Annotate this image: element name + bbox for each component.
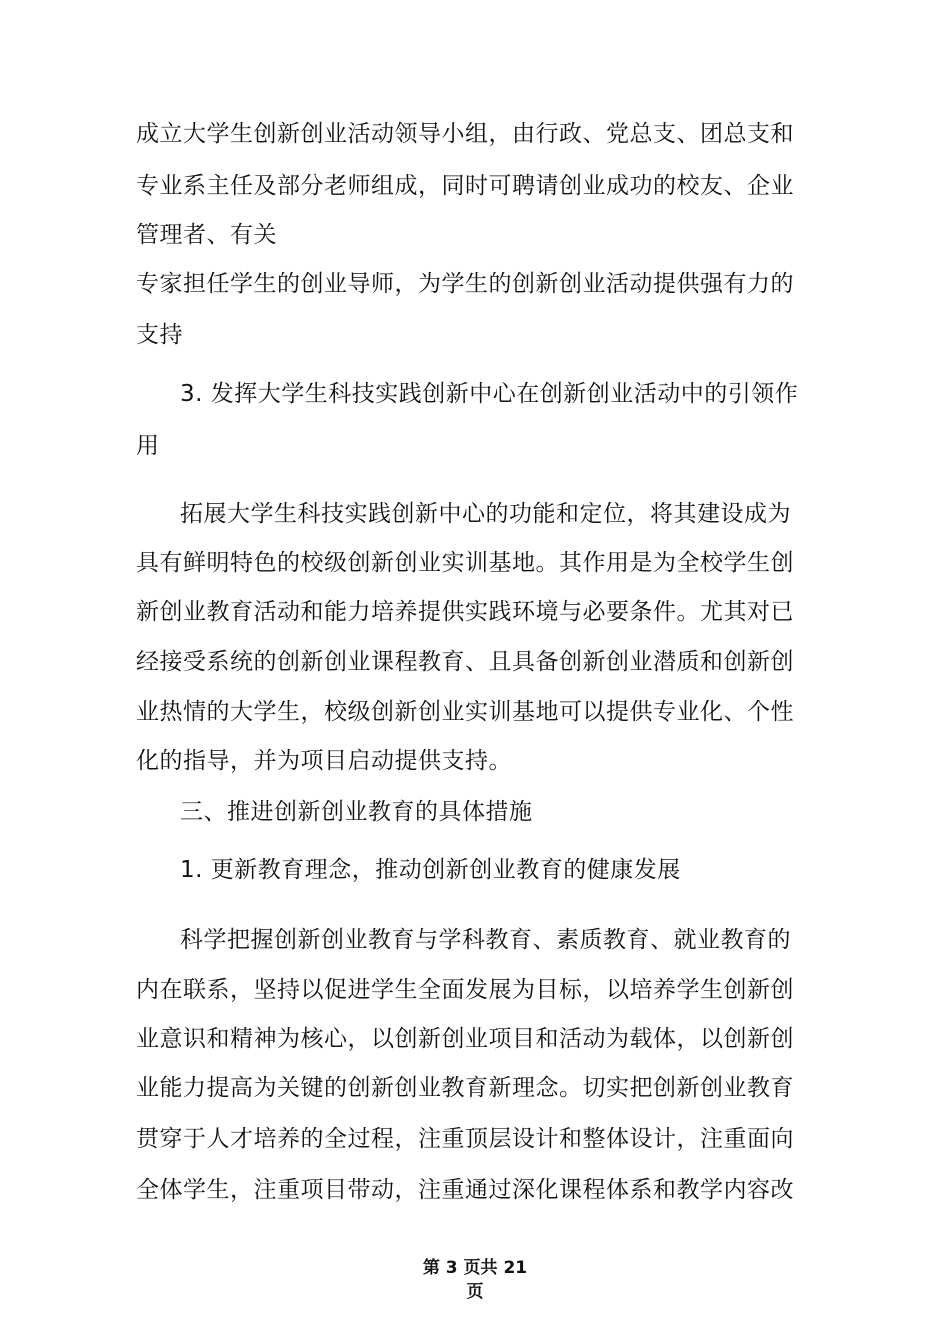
body-text-line: 业热情的大学生，校级创新创业实训基地可以提供专业化、个性	[136, 699, 794, 725]
section-heading: 三、推进创新创业教育的具体措施	[180, 799, 533, 825]
body-text-line: 业意识和精神为核心，以创新创业项目和活动为载体，以创新创	[136, 1026, 794, 1052]
body-text-line: 具有鲜明特色的校级创新创业实训基地。其作用是为全校学生创	[136, 550, 794, 576]
body-text-line: 管理者、有关	[136, 222, 277, 248]
body-text-line: 经接受系统的创新创业课程教育、且具备创新创业潜质和创新创	[136, 649, 794, 675]
body-text-line: 专业系主任及部分老师组成，同时可聘请创业成功的校友、企业	[136, 173, 794, 199]
body-text-line: 拓展大学生科技实践创新中心的功能和定位，将其建设成为	[180, 501, 791, 527]
page-number-line-2: 页	[466, 1282, 484, 1302]
body-text-line: 贯穿于人才培养的全过程，注重顶层设计和整体设计，注重面向	[136, 1126, 794, 1152]
body-text-line: 业能力提高为关键的创新创业教育新理念。切实把创新创业教育	[136, 1075, 794, 1101]
subsection-heading: 3. 发挥大学生科技实践创新中心在创新创业活动中的引领作	[180, 381, 799, 407]
body-text-line: 化的指导，并为项目启动提供支持。	[136, 748, 512, 774]
subsection-heading: 1. 更新教育理念，推动创新创业教育的健康发展	[180, 857, 681, 883]
page-number-line-1: 第 3 页共 21	[422, 1258, 528, 1278]
body-text-line: 全体学生，注重项目带动，注重通过深化课程体系和教学内容改	[136, 1177, 794, 1203]
body-text-line: 新创业教育活动和能力培养提供实践环境与必要条件。尤其对已	[136, 599, 794, 625]
body-text-line: 支持	[136, 322, 183, 348]
body-text-line: 科学把握创新创业教育与学科教育、素质教育、就业教育的	[180, 927, 791, 953]
subsection-heading-continued: 用	[136, 433, 160, 459]
body-text-line: 专家担任学生的创业导师，为学生的创新创业活动提供强有力的	[136, 271, 794, 297]
body-text-line: 成立大学生创新创业活动领导小组，由行政、党总支、团总支和	[136, 121, 794, 147]
body-text-line: 内在联系，坚持以促进学生全面发展为目标，以培养学生创新创	[136, 977, 794, 1003]
